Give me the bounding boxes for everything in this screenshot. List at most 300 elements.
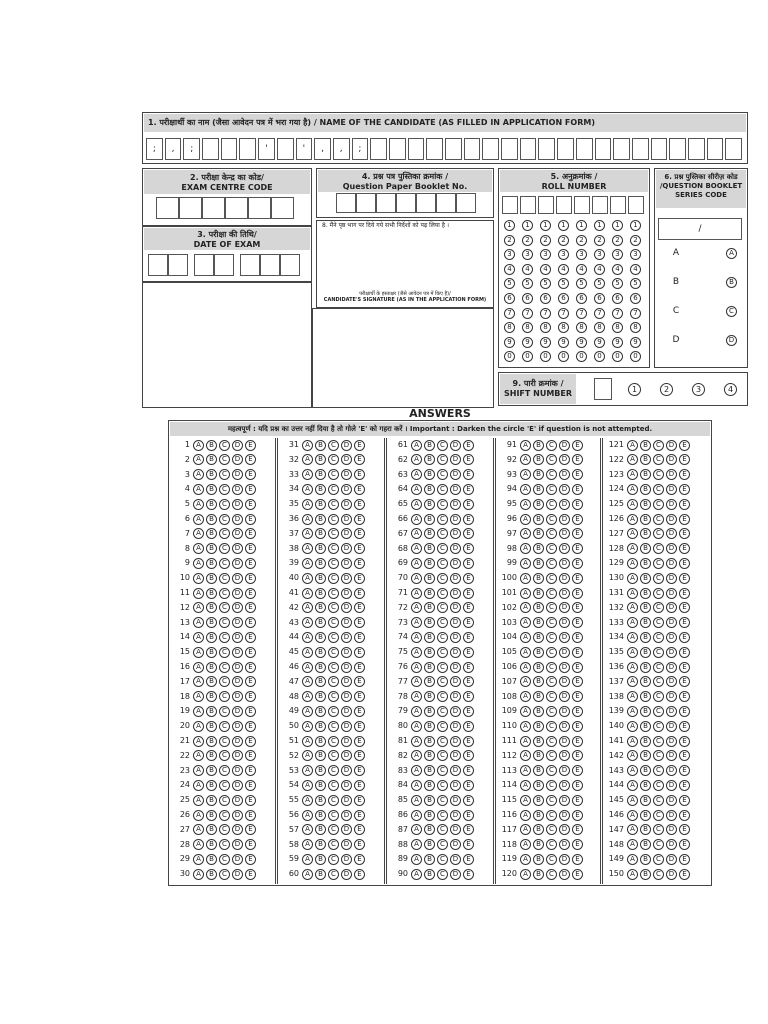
- answer-bubble[interactable]: D: [232, 869, 243, 880]
- answer-bubble[interactable]: A: [411, 469, 422, 480]
- answer-bubble[interactable]: A: [302, 647, 313, 658]
- answer-bubble[interactable]: C: [219, 514, 230, 525]
- answer-bubble[interactable]: D: [341, 469, 352, 480]
- answer-bubble[interactable]: B: [640, 528, 651, 539]
- answer-bubble[interactable]: D: [232, 765, 243, 776]
- answer-bubble[interactable]: D: [341, 617, 352, 628]
- roll-bubble[interactable]: 0: [558, 351, 569, 362]
- answer-bubble[interactable]: A: [520, 810, 531, 821]
- answer-bubble[interactable]: C: [219, 824, 230, 835]
- answer-bubble[interactable]: D: [341, 706, 352, 717]
- answer-bubble[interactable]: E: [245, 780, 256, 791]
- answer-bubble[interactable]: E: [572, 558, 583, 569]
- answer-bubble[interactable]: A: [520, 528, 531, 539]
- answer-bubble[interactable]: A: [193, 721, 204, 732]
- answer-bubble[interactable]: B: [206, 558, 217, 569]
- answer-bubble[interactable]: D: [341, 691, 352, 702]
- answer-bubble[interactable]: D: [666, 780, 677, 791]
- answer-bubble[interactable]: D: [559, 765, 570, 776]
- answer-bubble[interactable]: E: [572, 647, 583, 658]
- name-cell[interactable]: [538, 138, 555, 160]
- answer-bubble[interactable]: E: [679, 543, 690, 554]
- answer-bubble[interactable]: A: [302, 454, 313, 465]
- answer-bubble[interactable]: D: [341, 573, 352, 584]
- answer-bubble[interactable]: A: [627, 602, 638, 613]
- answer-bubble[interactable]: E: [245, 602, 256, 613]
- name-cell[interactable]: [651, 138, 668, 160]
- roll-bubble[interactable]: 9: [630, 337, 641, 348]
- answer-bubble[interactable]: C: [546, 706, 557, 717]
- answer-bubble[interactable]: D: [341, 588, 352, 599]
- answer-bubble[interactable]: A: [520, 454, 531, 465]
- roll-bubble[interactable]: 9: [576, 337, 587, 348]
- series-bubble[interactable]: C: [726, 306, 737, 317]
- answer-bubble[interactable]: B: [206, 676, 217, 687]
- answer-bubble[interactable]: E: [354, 469, 365, 480]
- answer-bubble[interactable]: D: [232, 691, 243, 702]
- answer-bubble[interactable]: D: [450, 514, 461, 525]
- roll-bubble[interactable]: 4: [630, 264, 641, 275]
- answer-bubble[interactable]: A: [193, 706, 204, 717]
- answer-bubble[interactable]: A: [302, 750, 313, 761]
- answer-bubble[interactable]: E: [463, 632, 474, 643]
- answer-bubble[interactable]: D: [450, 632, 461, 643]
- centre-code-cell[interactable]: [202, 197, 225, 219]
- answer-bubble[interactable]: B: [315, 632, 326, 643]
- answer-bubble[interactable]: A: [302, 602, 313, 613]
- answer-bubble[interactable]: E: [245, 765, 256, 776]
- answer-bubble[interactable]: E: [354, 573, 365, 584]
- answer-bubble[interactable]: B: [206, 721, 217, 732]
- name-cell[interactable]: ': [258, 138, 275, 160]
- answer-bubble[interactable]: B: [640, 810, 651, 821]
- answer-bubble[interactable]: D: [666, 810, 677, 821]
- answer-bubble[interactable]: D: [666, 588, 677, 599]
- answer-bubble[interactable]: A: [411, 780, 422, 791]
- roll-bubble[interactable]: 3: [522, 249, 533, 260]
- centre-code-cell[interactable]: [271, 197, 294, 219]
- roll-bubble[interactable]: 1: [558, 220, 569, 231]
- roll-bubble[interactable]: 7: [522, 308, 533, 319]
- answer-bubble[interactable]: D: [232, 602, 243, 613]
- answer-bubble[interactable]: E: [245, 528, 256, 539]
- roll-bubble[interactable]: 3: [558, 249, 569, 260]
- answer-bubble[interactable]: A: [520, 869, 531, 880]
- answer-bubble[interactable]: E: [463, 543, 474, 554]
- roll-bubble[interactable]: 1: [540, 220, 551, 231]
- roll-bubble[interactable]: 5: [540, 278, 551, 289]
- answer-bubble[interactable]: A: [627, 721, 638, 732]
- answer-bubble[interactable]: D: [666, 558, 677, 569]
- answer-bubble[interactable]: D: [450, 676, 461, 687]
- answer-bubble[interactable]: B: [206, 691, 217, 702]
- answer-bubble[interactable]: D: [450, 765, 461, 776]
- roll-number-cell[interactable]: [520, 196, 536, 214]
- answer-bubble[interactable]: C: [437, 780, 448, 791]
- answer-bubble[interactable]: C: [328, 499, 339, 510]
- answer-bubble[interactable]: B: [533, 662, 544, 673]
- answer-bubble[interactable]: E: [679, 824, 690, 835]
- answer-bubble[interactable]: C: [546, 736, 557, 747]
- answer-bubble[interactable]: D: [450, 499, 461, 510]
- answer-bubble[interactable]: A: [627, 573, 638, 584]
- answer-bubble[interactable]: D: [232, 454, 243, 465]
- answer-bubble[interactable]: E: [354, 706, 365, 717]
- answer-bubble[interactable]: D: [559, 499, 570, 510]
- answer-bubble[interactable]: D: [666, 750, 677, 761]
- answer-bubble[interactable]: D: [666, 765, 677, 776]
- answer-bubble[interactable]: A: [302, 810, 313, 821]
- answer-bubble[interactable]: A: [411, 499, 422, 510]
- answer-bubble[interactable]: B: [424, 528, 435, 539]
- name-cell[interactable]: ': [296, 138, 313, 160]
- answer-bubble[interactable]: B: [206, 632, 217, 643]
- answer-bubble[interactable]: B: [533, 499, 544, 510]
- roll-bubble[interactable]: 9: [504, 337, 515, 348]
- answer-bubble[interactable]: A: [193, 528, 204, 539]
- answer-bubble[interactable]: C: [546, 543, 557, 554]
- answer-bubble[interactable]: E: [354, 810, 365, 821]
- booklet-no-cell[interactable]: [376, 193, 396, 213]
- answer-bubble[interactable]: C: [437, 469, 448, 480]
- answer-bubble[interactable]: C: [328, 706, 339, 717]
- answer-bubble[interactable]: A: [411, 706, 422, 717]
- answer-bubble[interactable]: A: [627, 780, 638, 791]
- answer-bubble[interactable]: E: [679, 499, 690, 510]
- answer-bubble[interactable]: A: [627, 484, 638, 495]
- answer-bubble[interactable]: E: [679, 528, 690, 539]
- answer-bubble[interactable]: C: [653, 602, 664, 613]
- answer-bubble[interactable]: C: [219, 440, 230, 451]
- answer-bubble[interactable]: D: [450, 647, 461, 658]
- exam-date-cell[interactable]: [194, 254, 214, 276]
- answer-bubble[interactable]: C: [219, 810, 230, 821]
- answer-bubble[interactable]: B: [424, 780, 435, 791]
- answer-bubble[interactable]: C: [437, 558, 448, 569]
- answer-bubble[interactable]: E: [354, 824, 365, 835]
- answer-bubble[interactable]: B: [315, 750, 326, 761]
- answer-bubble[interactable]: D: [341, 736, 352, 747]
- answer-bubble[interactable]: C: [328, 647, 339, 658]
- answer-bubble[interactable]: B: [315, 602, 326, 613]
- answer-bubble[interactable]: A: [627, 632, 638, 643]
- centre-code-cell[interactable]: [156, 197, 179, 219]
- answer-bubble[interactable]: A: [520, 824, 531, 835]
- answer-bubble[interactable]: D: [559, 824, 570, 835]
- answer-bubble[interactable]: B: [315, 469, 326, 480]
- answer-bubble[interactable]: A: [411, 662, 422, 673]
- answer-bubble[interactable]: A: [627, 750, 638, 761]
- centre-code-cell[interactable]: [225, 197, 248, 219]
- answer-bubble[interactable]: C: [546, 484, 557, 495]
- roll-bubble[interactable]: 8: [558, 322, 569, 333]
- shift-number-box[interactable]: [594, 378, 612, 400]
- roll-bubble[interactable]: 6: [540, 293, 551, 304]
- answer-bubble[interactable]: E: [463, 869, 474, 880]
- answer-bubble[interactable]: E: [245, 573, 256, 584]
- answer-bubble[interactable]: E: [679, 706, 690, 717]
- answer-bubble[interactable]: D: [341, 869, 352, 880]
- answer-bubble[interactable]: C: [437, 588, 448, 599]
- answer-bubble[interactable]: B: [206, 824, 217, 835]
- answer-bubble[interactable]: E: [463, 602, 474, 613]
- answer-bubble[interactable]: D: [559, 484, 570, 495]
- name-cell[interactable]: [464, 138, 481, 160]
- answer-bubble[interactable]: C: [328, 750, 339, 761]
- answer-bubble[interactable]: B: [315, 588, 326, 599]
- answer-bubble[interactable]: B: [206, 602, 217, 613]
- answer-bubble[interactable]: C: [437, 750, 448, 761]
- roll-bubble[interactable]: 0: [630, 351, 641, 362]
- answer-bubble[interactable]: C: [219, 469, 230, 480]
- answer-bubble[interactable]: E: [245, 440, 256, 451]
- answer-bubble[interactable]: A: [302, 824, 313, 835]
- answer-bubble[interactable]: E: [245, 736, 256, 747]
- answer-bubble[interactable]: B: [640, 588, 651, 599]
- answer-bubble[interactable]: A: [193, 573, 204, 584]
- name-cell[interactable]: [482, 138, 499, 160]
- answer-bubble[interactable]: D: [559, 839, 570, 850]
- answer-bubble[interactable]: D: [232, 632, 243, 643]
- answer-bubble[interactable]: C: [437, 676, 448, 687]
- answer-bubble[interactable]: C: [437, 528, 448, 539]
- answer-bubble[interactable]: B: [640, 676, 651, 687]
- answer-bubble[interactable]: A: [193, 543, 204, 554]
- answer-bubble[interactable]: C: [653, 869, 664, 880]
- answer-bubble[interactable]: A: [302, 839, 313, 850]
- answer-bubble[interactable]: B: [206, 528, 217, 539]
- answer-bubble[interactable]: B: [315, 780, 326, 791]
- answer-bubble[interactable]: E: [245, 454, 256, 465]
- answer-bubble[interactable]: D: [450, 528, 461, 539]
- answer-bubble[interactable]: B: [424, 706, 435, 717]
- name-cell[interactable]: [725, 138, 742, 160]
- answer-bubble[interactable]: B: [424, 854, 435, 865]
- answer-bubble[interactable]: C: [437, 839, 448, 850]
- roll-bubble[interactable]: 2: [612, 235, 623, 246]
- answer-bubble[interactable]: C: [437, 691, 448, 702]
- answer-bubble[interactable]: C: [219, 647, 230, 658]
- answer-bubble[interactable]: C: [546, 869, 557, 880]
- answer-bubble[interactable]: D: [559, 869, 570, 880]
- answer-bubble[interactable]: E: [463, 528, 474, 539]
- answer-bubble[interactable]: C: [653, 691, 664, 702]
- answer-bubble[interactable]: C: [219, 736, 230, 747]
- answer-bubble[interactable]: D: [232, 543, 243, 554]
- answer-bubble[interactable]: C: [437, 765, 448, 776]
- answer-bubble[interactable]: A: [411, 454, 422, 465]
- roll-bubble[interactable]: 3: [594, 249, 605, 260]
- answer-bubble[interactable]: B: [206, 780, 217, 791]
- answer-bubble[interactable]: E: [463, 750, 474, 761]
- answer-bubble[interactable]: A: [302, 780, 313, 791]
- answer-bubble[interactable]: E: [463, 454, 474, 465]
- answer-bubble[interactable]: C: [437, 721, 448, 732]
- answer-bubble[interactable]: B: [206, 839, 217, 850]
- answer-bubble[interactable]: B: [533, 514, 544, 525]
- answer-bubble[interactable]: E: [245, 750, 256, 761]
- roll-bubble[interactable]: 4: [594, 264, 605, 275]
- answer-bubble[interactable]: C: [219, 602, 230, 613]
- booklet-no-cell[interactable]: [356, 193, 376, 213]
- answer-bubble[interactable]: B: [315, 558, 326, 569]
- answer-bubble[interactable]: C: [653, 499, 664, 510]
- answer-bubble[interactable]: A: [411, 810, 422, 821]
- booklet-no-cell[interactable]: [456, 193, 476, 213]
- answer-bubble[interactable]: E: [679, 691, 690, 702]
- answer-bubble[interactable]: A: [193, 839, 204, 850]
- answer-bubble[interactable]: C: [546, 440, 557, 451]
- answer-bubble[interactable]: E: [354, 454, 365, 465]
- exam-date-cell[interactable]: [260, 254, 280, 276]
- answer-bubble[interactable]: D: [666, 691, 677, 702]
- answer-bubble[interactable]: C: [328, 543, 339, 554]
- exam-date-cell[interactable]: [168, 254, 188, 276]
- answer-bubble[interactable]: B: [533, 602, 544, 613]
- name-cell[interactable]: [202, 138, 219, 160]
- answer-bubble[interactable]: B: [533, 839, 544, 850]
- answer-bubble[interactable]: C: [328, 824, 339, 835]
- answer-bubble[interactable]: E: [679, 647, 690, 658]
- roll-number-cell[interactable]: [538, 196, 554, 214]
- answer-bubble[interactable]: A: [520, 514, 531, 525]
- roll-bubble[interactable]: 2: [558, 235, 569, 246]
- answer-bubble[interactable]: C: [219, 454, 230, 465]
- answer-bubble[interactable]: E: [679, 721, 690, 732]
- answer-bubble[interactable]: A: [302, 514, 313, 525]
- answer-bubble[interactable]: C: [219, 528, 230, 539]
- answer-bubble[interactable]: A: [520, 765, 531, 776]
- answer-bubble[interactable]: E: [354, 528, 365, 539]
- answer-bubble[interactable]: A: [411, 514, 422, 525]
- name-cell[interactable]: [557, 138, 574, 160]
- answer-bubble[interactable]: C: [653, 736, 664, 747]
- answer-bubble[interactable]: A: [520, 691, 531, 702]
- answer-bubble[interactable]: A: [411, 795, 422, 806]
- answer-bubble[interactable]: D: [666, 528, 677, 539]
- answer-bubble[interactable]: E: [463, 810, 474, 821]
- answer-bubble[interactable]: D: [559, 810, 570, 821]
- answer-bubble[interactable]: D: [559, 736, 570, 747]
- answer-bubble[interactable]: E: [679, 854, 690, 865]
- roll-bubble[interactable]: 5: [612, 278, 623, 289]
- answer-bubble[interactable]: B: [533, 676, 544, 687]
- answer-bubble[interactable]: D: [450, 869, 461, 880]
- centre-code-cell[interactable]: [179, 197, 202, 219]
- name-cell[interactable]: [445, 138, 462, 160]
- answer-bubble[interactable]: E: [679, 514, 690, 525]
- answer-bubble[interactable]: D: [232, 736, 243, 747]
- answer-bubble[interactable]: D: [450, 854, 461, 865]
- answer-bubble[interactable]: D: [341, 647, 352, 658]
- answer-bubble[interactable]: C: [653, 854, 664, 865]
- answer-bubble[interactable]: C: [219, 662, 230, 673]
- answer-bubble[interactable]: A: [520, 721, 531, 732]
- answer-bubble[interactable]: C: [653, 588, 664, 599]
- answer-bubble[interactable]: E: [572, 484, 583, 495]
- answer-bubble[interactable]: E: [245, 558, 256, 569]
- exam-date-cell[interactable]: [214, 254, 234, 276]
- name-cell[interactable]: [370, 138, 387, 160]
- roll-bubble[interactable]: 8: [504, 322, 515, 333]
- answer-bubble[interactable]: A: [627, 647, 638, 658]
- answer-bubble[interactable]: E: [354, 514, 365, 525]
- answer-bubble[interactable]: C: [653, 824, 664, 835]
- answer-bubble[interactable]: B: [206, 454, 217, 465]
- answer-bubble[interactable]: A: [411, 721, 422, 732]
- answer-bubble[interactable]: D: [341, 854, 352, 865]
- answer-bubble[interactable]: B: [640, 514, 651, 525]
- roll-bubble[interactable]: 9: [522, 337, 533, 348]
- answer-bubble[interactable]: D: [232, 824, 243, 835]
- answer-bubble[interactable]: A: [411, 839, 422, 850]
- answer-bubble[interactable]: A: [193, 824, 204, 835]
- answer-bubble[interactable]: D: [341, 454, 352, 465]
- answer-bubble[interactable]: B: [206, 469, 217, 480]
- answer-bubble[interactable]: B: [315, 440, 326, 451]
- answer-bubble[interactable]: D: [559, 602, 570, 613]
- roll-bubble[interactable]: 2: [504, 235, 515, 246]
- answer-bubble[interactable]: C: [219, 780, 230, 791]
- answer-bubble[interactable]: D: [559, 588, 570, 599]
- answer-bubble[interactable]: B: [533, 736, 544, 747]
- answer-bubble[interactable]: A: [520, 588, 531, 599]
- answer-bubble[interactable]: B: [315, 514, 326, 525]
- answer-bubble[interactable]: E: [245, 810, 256, 821]
- answer-bubble[interactable]: A: [411, 869, 422, 880]
- answer-bubble[interactable]: D: [666, 736, 677, 747]
- answer-bubble[interactable]: B: [424, 617, 435, 628]
- answer-bubble[interactable]: D: [666, 854, 677, 865]
- answer-bubble[interactable]: A: [302, 573, 313, 584]
- answer-bubble[interactable]: B: [424, 543, 435, 554]
- answer-bubble[interactable]: B: [640, 602, 651, 613]
- answer-bubble[interactable]: E: [679, 869, 690, 880]
- roll-bubble[interactable]: 6: [558, 293, 569, 304]
- answer-bubble[interactable]: A: [302, 676, 313, 687]
- answer-bubble[interactable]: A: [193, 810, 204, 821]
- name-cell[interactable]: [707, 138, 724, 160]
- answer-bubble[interactable]: D: [559, 676, 570, 687]
- answer-bubble[interactable]: D: [450, 839, 461, 850]
- roll-bubble[interactable]: 8: [576, 322, 587, 333]
- answer-bubble[interactable]: A: [302, 528, 313, 539]
- answer-bubble[interactable]: E: [463, 469, 474, 480]
- answer-bubble[interactable]: C: [546, 617, 557, 628]
- answer-bubble[interactable]: C: [546, 573, 557, 584]
- answer-bubble[interactable]: E: [679, 558, 690, 569]
- answer-bubble[interactable]: B: [206, 514, 217, 525]
- answer-bubble[interactable]: A: [193, 869, 204, 880]
- answer-bubble[interactable]: A: [411, 691, 422, 702]
- answer-bubble[interactable]: B: [640, 617, 651, 628]
- answer-bubble[interactable]: B: [640, 795, 651, 806]
- answer-bubble[interactable]: C: [437, 484, 448, 495]
- roll-bubble[interactable]: 2: [630, 235, 641, 246]
- answer-bubble[interactable]: D: [450, 691, 461, 702]
- answer-bubble[interactable]: D: [559, 469, 570, 480]
- answer-bubble[interactable]: C: [328, 676, 339, 687]
- answer-bubble[interactable]: A: [627, 528, 638, 539]
- answer-bubble[interactable]: D: [232, 440, 243, 451]
- answer-bubble[interactable]: D: [559, 795, 570, 806]
- roll-bubble[interactable]: 5: [630, 278, 641, 289]
- roll-bubble[interactable]: 3: [540, 249, 551, 260]
- answer-bubble[interactable]: E: [679, 469, 690, 480]
- answer-bubble[interactable]: A: [411, 765, 422, 776]
- roll-bubble[interactable]: 0: [540, 351, 551, 362]
- answer-bubble[interactable]: C: [546, 854, 557, 865]
